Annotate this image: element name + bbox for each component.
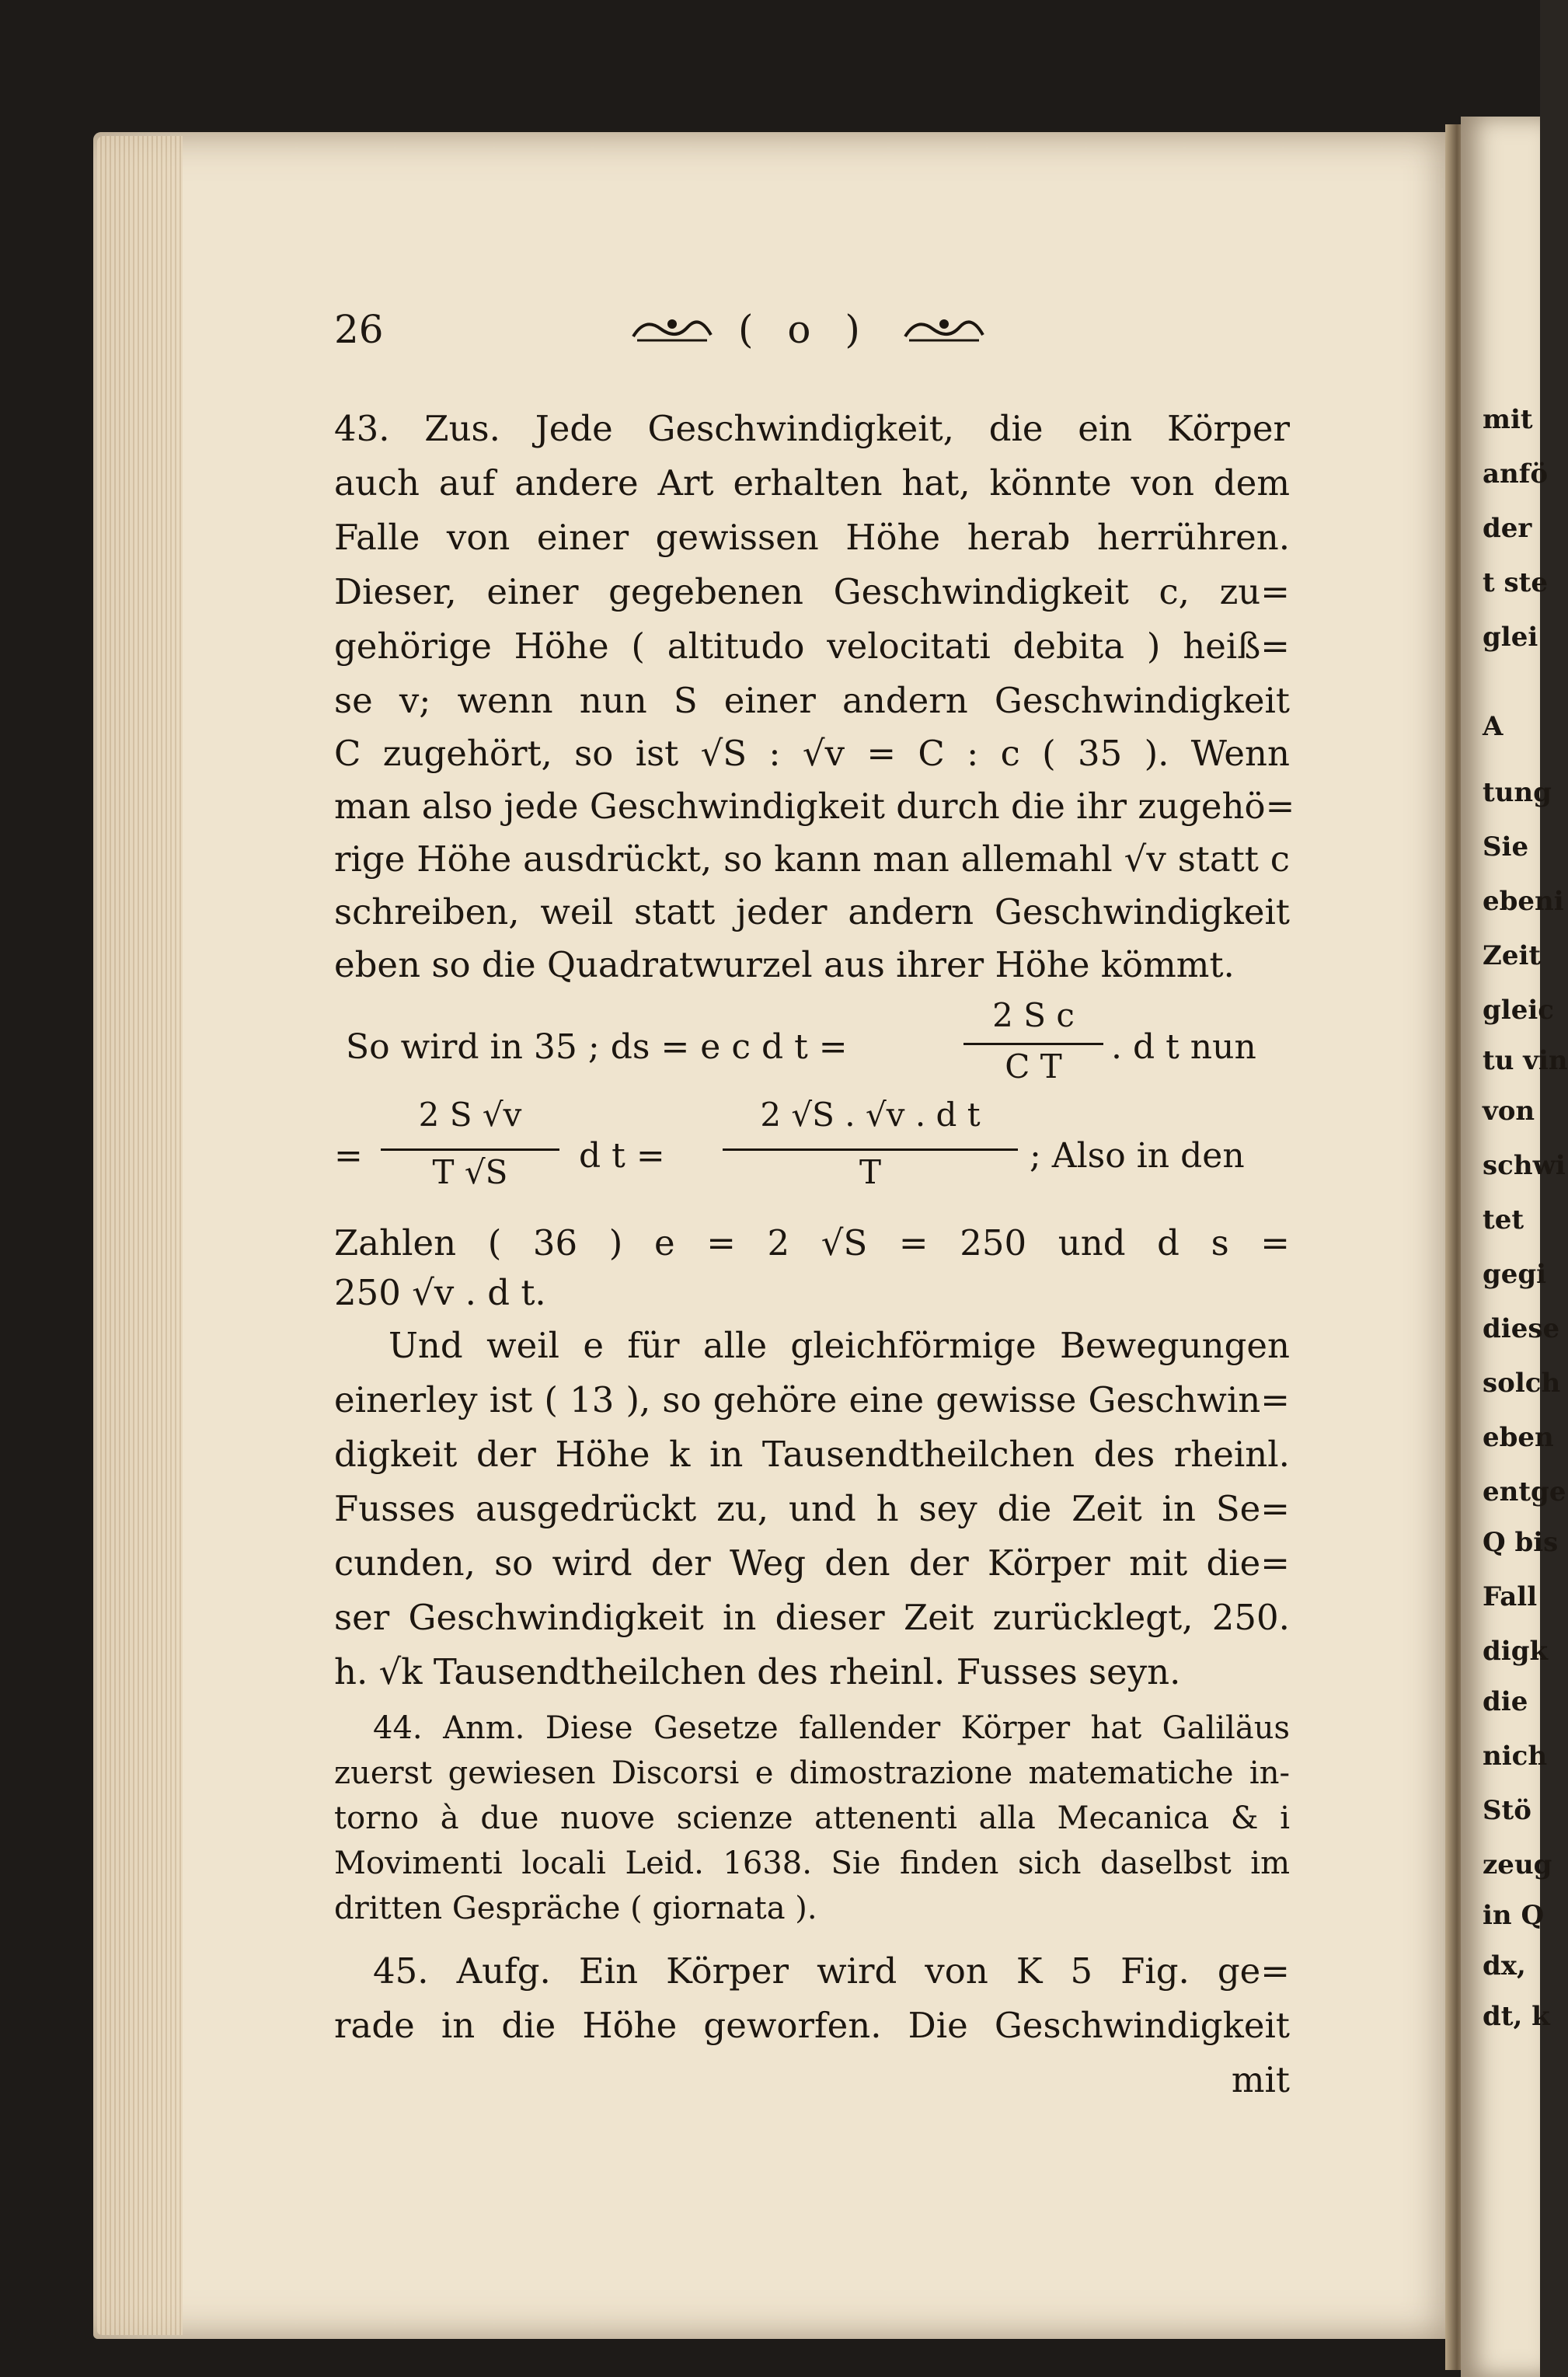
formula-line1-suffix: . d t nun	[1111, 1027, 1256, 1067]
sliver-word: von	[1483, 1096, 1535, 1127]
text-line: h. √k Tausendtheilchen des rheinl. Fusses seyn.	[334, 1651, 1181, 1692]
formula-mid: d t =	[579, 1136, 665, 1176]
text-line: digkeit der Höhe k in Tausendtheilchen des rheinl.	[334, 1434, 1290, 1475]
note-line: dritten Gespräche ( giornata ).	[334, 1891, 817, 1926]
text-line: rade in die Höhe geworfen. Die Geschwindigkeit	[334, 2005, 1290, 2046]
sliver-word: nich	[1483, 1741, 1548, 1772]
formula-line3: Zahlen ( 36 ) e = 2 √S = 250 und d s =	[334, 1222, 1290, 1263]
text-line: 45. Aufg. Ein Körper wird von K 5 Fig. ge=	[373, 1950, 1290, 1992]
text-line: C zugehört, so ist √S : √v = C : c ( 35 ). Wenn	[334, 733, 1290, 774]
fraction3-numerator: 2 √S . √v . d t	[760, 1096, 981, 1134]
sliver-word: der	[1483, 513, 1532, 544]
sliver-word: ebeni	[1483, 886, 1564, 917]
text-line: gehörige Höhe ( altitudo velocitati debita ) heiß=	[334, 626, 1290, 667]
sliver-word: mit	[1483, 404, 1533, 435]
text-line: Fusses ausgedrückt zu, und h sey die Zeit in Se=	[334, 1488, 1290, 1529]
sliver-word: tung	[1483, 777, 1552, 808]
text-line: se v; wenn nun S einer andern Geschwindigkeit	[334, 680, 1290, 721]
sliver-word: tu vin	[1483, 1045, 1568, 1076]
fraction1-bar	[963, 1043, 1103, 1045]
sliver-word: Q bis	[1483, 1527, 1559, 1558]
fraction2-bar	[381, 1148, 559, 1151]
formula-line1-prefix: So wird in 35 ; ds = e c d t =	[346, 1027, 848, 1067]
text-line: Falle von einer gewissen Höhe herab herrühren.	[334, 517, 1290, 558]
fraction3-bar	[723, 1148, 1018, 1151]
sliver-word: dx,	[1483, 1950, 1526, 1981]
text-line: Dieser, einer gegebenen Geschwindigkeit c, zu=	[334, 571, 1290, 612]
sliver-word: solch	[1483, 1368, 1561, 1399]
note-line: torno à due nuove scienze attenenti alla Mecanica & i	[334, 1800, 1290, 1836]
sliver-word: zeug	[1483, 1849, 1552, 1880]
sliver-word: dt, k	[1483, 2001, 1550, 2032]
sliver-word: digk	[1483, 1636, 1549, 1667]
sliver-word: entge	[1483, 1476, 1566, 1507]
text-line: cunden, so wird der Weg den der Körper mit die=	[334, 1542, 1290, 1584]
text-line: eben so die Quadratwurzel aus ihrer Höhe kömmt.	[334, 944, 1235, 985]
page-number: 26	[334, 307, 384, 352]
fraction1-numerator: 2 S c	[992, 996, 1075, 1034]
ornament-right-icon	[901, 313, 987, 344]
catchword: mit	[1231, 2059, 1290, 2100]
sliver-word: in Q	[1483, 1900, 1545, 1931]
fraction1-denominator: C T	[1005, 1047, 1062, 1086]
running-header	[334, 307, 1305, 369]
equals-sign: =	[334, 1136, 363, 1176]
sliver-word: Stö	[1483, 1795, 1531, 1826]
text-line: ser Geschwindigkeit in dieser Zeit zurücklegt, 250.	[334, 1597, 1290, 1638]
formula-line2-suffix: ; Also in den	[1030, 1136, 1245, 1176]
text-line: schreiben, weil statt jeder andern Geschwindigkeit	[334, 891, 1290, 932]
sliver-word: diese	[1483, 1313, 1560, 1344]
sliver-word: gleic	[1483, 995, 1554, 1026]
text-line: auch auf andere Art erhalten hat, könnte von dem	[334, 462, 1290, 504]
fraction2-numerator: 2 S √v	[418, 1096, 522, 1134]
text-line: Und weil e für alle gleichförmige Bewegungen	[389, 1325, 1290, 1366]
sliver-word: A	[1483, 711, 1504, 742]
right-page-sliver	[1461, 117, 1540, 2377]
sliver-word: anfö	[1483, 458, 1549, 490]
sliver-word: t ste	[1483, 567, 1549, 598]
sliver-word: gegi	[1483, 1259, 1547, 1290]
note-line: 44. Anm. Diese Gesetze fallender Körper hat Galiläus	[373, 1710, 1290, 1746]
sliver-word: Zeit	[1483, 940, 1542, 971]
text-line: man also jede Geschwindigkeit durch die ihr zugehö=	[334, 786, 1295, 827]
sliver-word: tet	[1483, 1204, 1524, 1236]
formula-line4: 250 √v . d t.	[334, 1272, 546, 1313]
fraction2-denominator: T √S	[432, 1153, 508, 1191]
page-edges	[97, 136, 183, 2335]
text-line: 43. Zus. Jede Geschwindigkeit, die ein Körper	[334, 408, 1290, 449]
sliver-word: glei	[1483, 622, 1538, 653]
sliver-word: Sie	[1483, 831, 1529, 863]
running-head: ( o )	[738, 307, 871, 352]
sliver-word: die	[1483, 1686, 1528, 1717]
text-line: rige Höhe ausdrückt, so kann man allemahl √v statt c	[334, 838, 1290, 880]
sliver-word: schwi	[1483, 1150, 1566, 1181]
ornament-left-icon	[629, 313, 715, 344]
note-line: zuerst gewiesen Discorsi e dimostrazione matematiche in-	[334, 1755, 1290, 1791]
fraction3-denominator: T	[859, 1153, 881, 1191]
note-line: Movimenti locali Leid. 1638. Sie finden sich daselbst im	[334, 1845, 1290, 1881]
sliver-word: eben	[1483, 1422, 1554, 1453]
text-line: einerley ist ( 13 ), so gehöre eine gewisse Geschwin=	[334, 1379, 1290, 1420]
sliver-word: Fall	[1483, 1581, 1538, 1612]
